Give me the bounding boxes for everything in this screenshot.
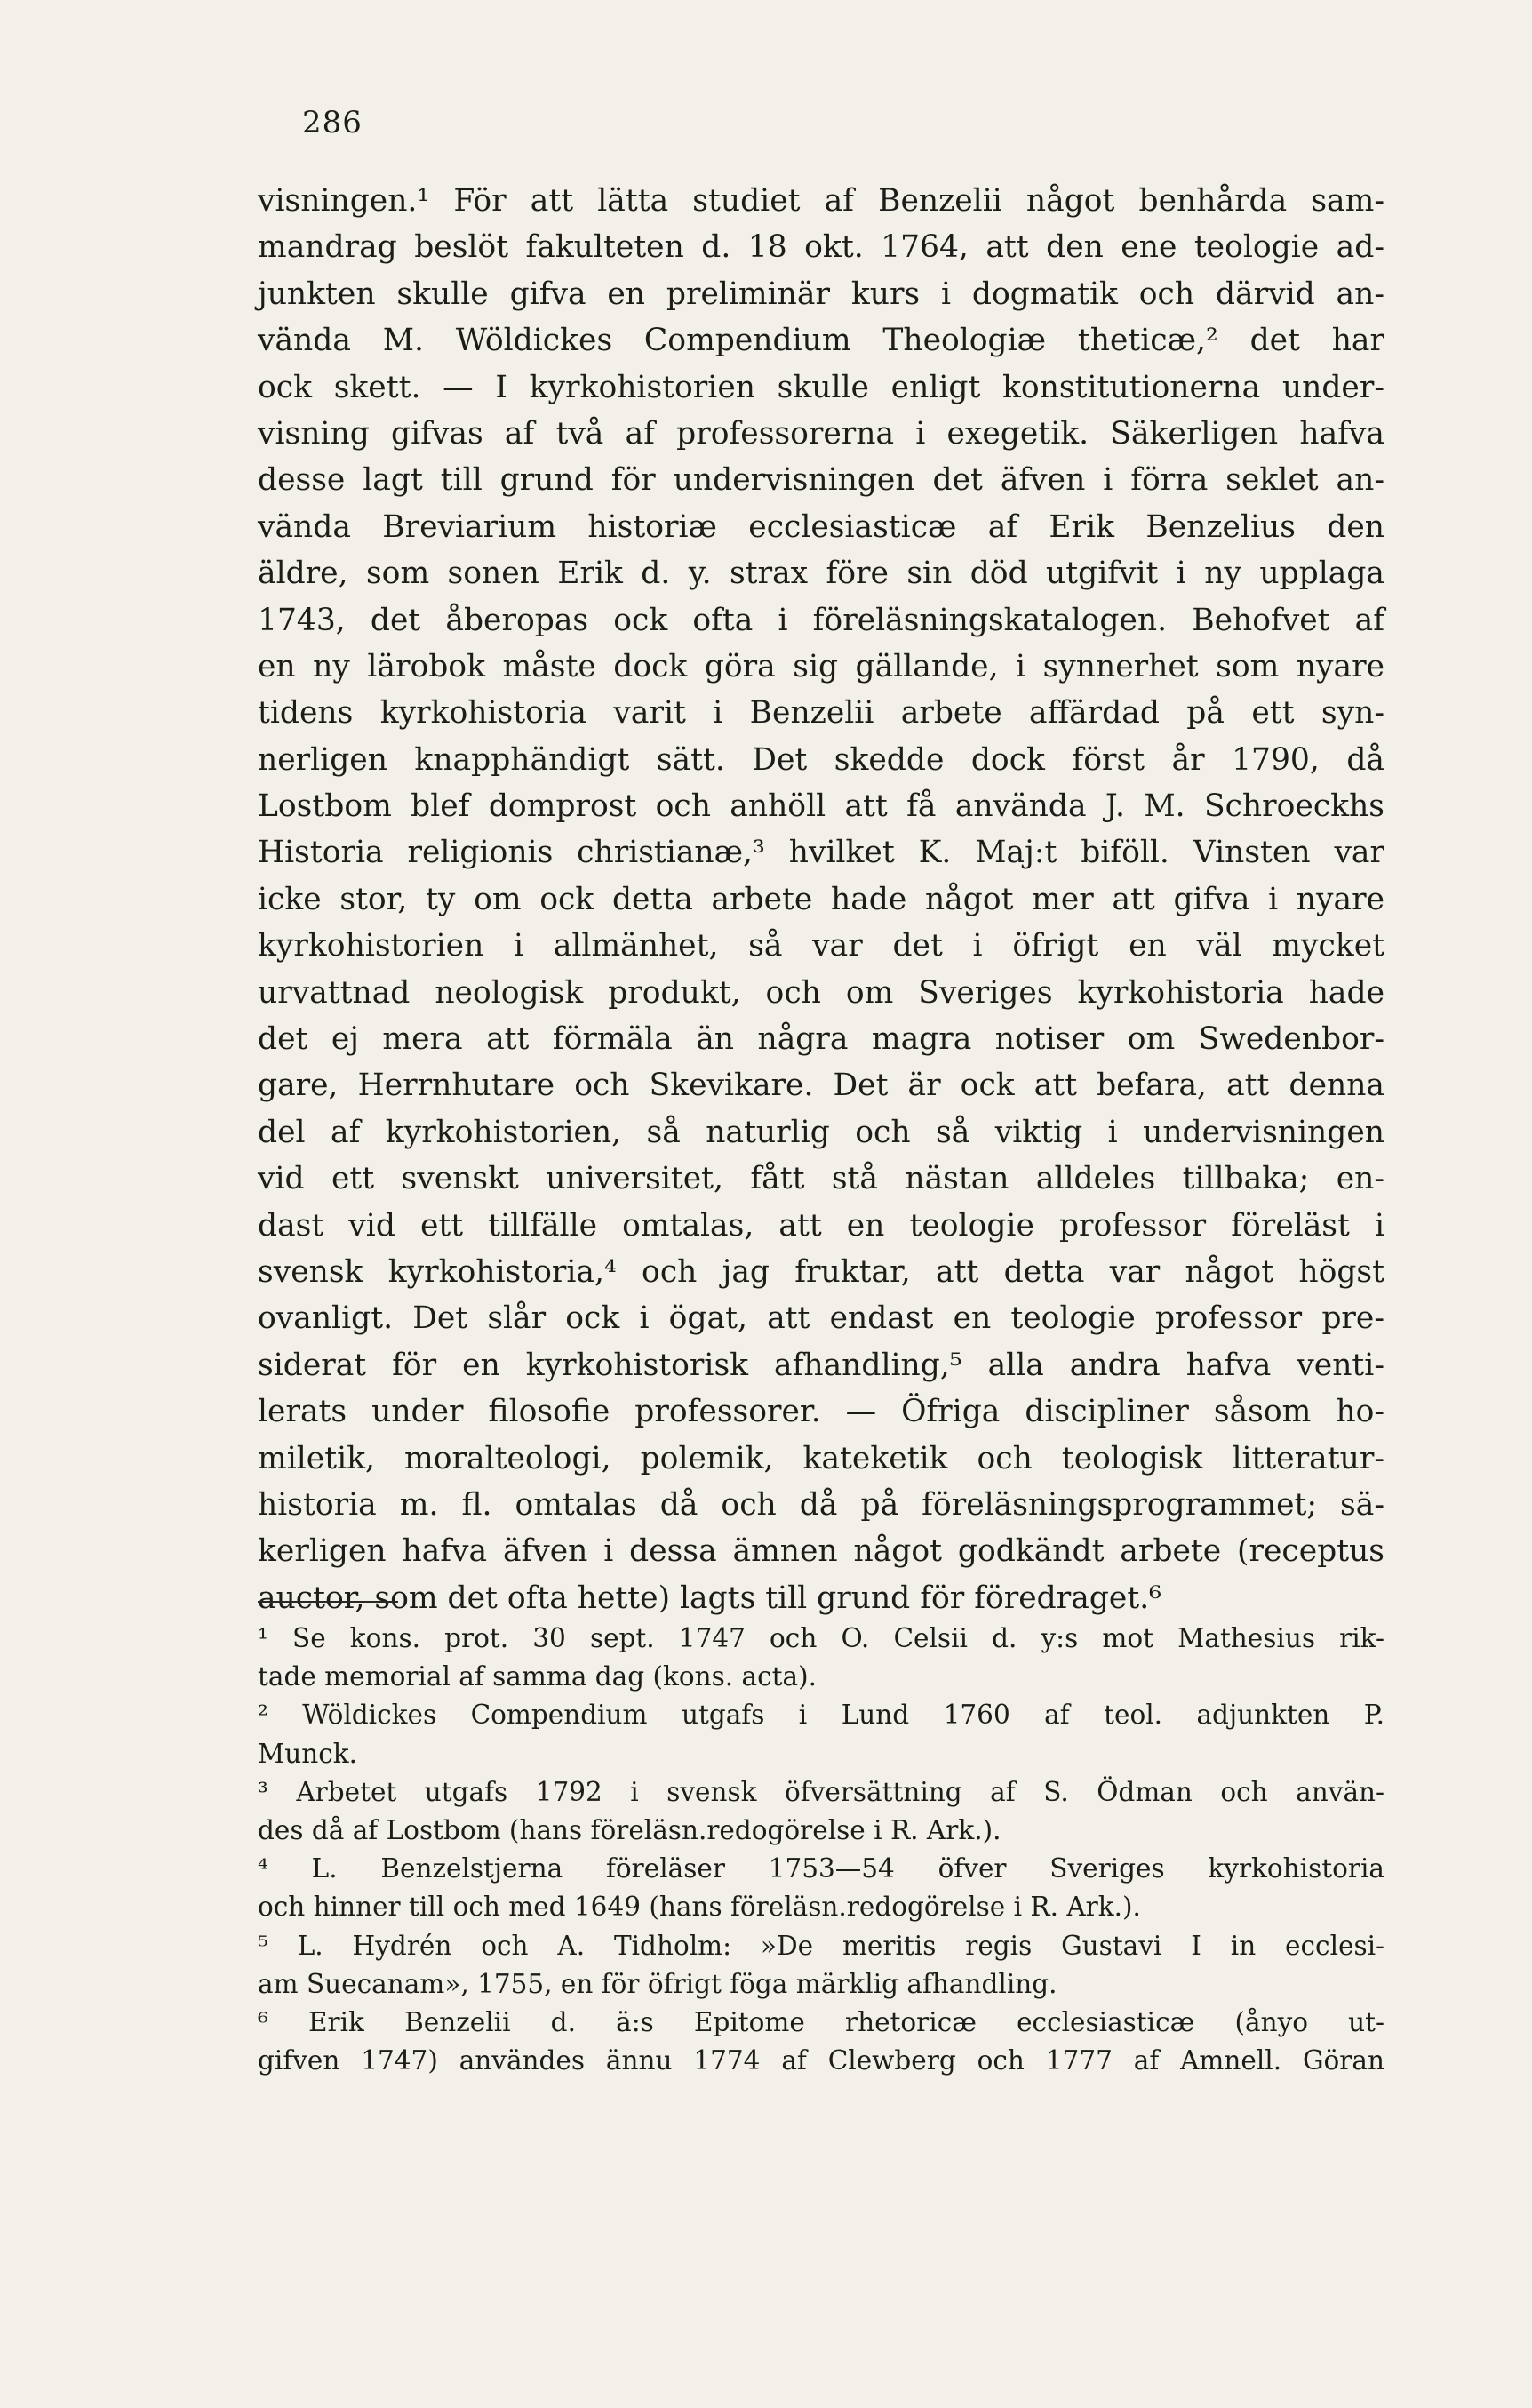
text-line: urvattnad neologisk produkt, och om Sveriges kyrkohistoria hade [258,974,1384,1011]
text-line: lerats under filosofie professorer. — Öfriga discipliner såsom ho- [258,1394,1384,1430]
footnote-line: Munck. [258,1738,357,1769]
footnote-line: ⁴ L. Benzelstjerna föreläser 1753—54 öfver Sveriges kyrkohistoria [258,1853,1384,1884]
text-line: det ej mera att förmäla än några magra notiser om Swedenbor- [258,1021,1384,1058]
text-line: kerligen hafva äfven i dessa ämnen något godkändt arbete (receptus [258,1533,1384,1570]
text-line: auctor, som det ofta hette) lagts till grund för föredraget.⁶ [258,1580,1161,1616]
text-line: ock skett. — I kyrkohistorien skulle enligt konstitutionerna under- [258,369,1384,405]
text-line: vid ett svenskt universitet, fått stå nästan alldeles tillbaka; en- [258,1161,1384,1197]
footnote-line: och hinner till och med 1649 (hans föreläsn.redogörelse i R. Ark.). [258,1892,1141,1923]
main-text [258,178,1384,1621]
footnote-line: ³ Arbetet utgafs 1792 i svensk öfversättning af S. Ödman och använ- [258,1776,1384,1807]
footnote-line: ² Wöldickes Compendium utgafs i Lund 1760 af teol. adjunkten P. [258,1700,1384,1731]
text-line: tidens kyrkohistoria varit i Benzelii arbete affärdad på ett syn- [258,695,1384,732]
text-line: Historia religionis christianæ,³ hvilket K. Maj:t biföll. Vinsten var [258,835,1384,871]
footnotes [258,1620,1384,2080]
text-line: gare, Herrnhutare och Skevikare. Det är ock att befara, att denna [258,1068,1384,1104]
text-line: äldre, som sonen Erik d. y. strax före sin död utgifvit i ny upplaga [258,556,1384,592]
text-line: visningen.¹ För att lätta studiet af Benzelii något benhårda sam- [258,183,1384,219]
text-line: mandrag beslöt fakulteten d. 18 okt. 1764, att den ene teologie ad- [258,229,1384,266]
footnote-line: gifven 1747) användes ännu 1774 af Clewberg och 1777 af Amnell. Göran [258,2045,1384,2076]
footnote-divider [258,1601,398,1603]
text-line: 1743, det åberopas ock ofta i föreläsningskatalogen. Behofvet af [258,602,1384,638]
text-line: en ny lärobok måste dock göra sig gällande, i synnerhet som nyare [258,648,1384,684]
text-line: historia m. fl. omtalas då och då på föreläsningsprogrammet; sä- [258,1486,1384,1523]
text-line: desse lagt till grund för undervisningen det äfven i förra seklet an- [258,462,1384,499]
footnote-line: ⁶ Erik Benzelii d. ä:s Epitome rhetoricæ ecclesiasticæ (ånyo ut- [258,2006,1384,2037]
text-line: Lostbom blef domprost och anhöll att få använda J. M. Schroeckhs [258,788,1384,825]
text-line: ovanligt. Det slår ock i ögat, att endast en teologie professor pre- [258,1300,1384,1337]
text-line: dast vid ett tillfälle omtalas, att en teologie professor föreläst i [258,1207,1384,1244]
footnote-line: des då af Lostbom (hans föreläsn.redogörelse i R. Ark.). [258,1814,1001,1845]
text-line: nerligen knapphändigt sätt. Det skedde dock först år 1790, då [258,741,1384,778]
text-line: kyrkohistorien i allmänhet, så var det i öfrigt en väl mycket [258,928,1384,964]
footnote-line: am Suecanam», 1755, en för öfrigt föga märklig afhandling. [258,1968,1057,1999]
footnote-line: ¹ Se kons. prot. 30 sept. 1747 och O. Celsii d. y:s mot Mathesius rik- [258,1623,1384,1653]
footnote-line: ⁵ L. Hydrén och A. Tidholm: »De meritis regis Gustavi I in ecclesi- [258,1930,1384,1961]
text-line: vända M. Wöldickes Compendium Theologiæ theticæ,² det har [258,323,1384,359]
text-line: vända Breviarium historiæ ecclesiasticæ af Erik Benzelius den [258,508,1384,545]
footnote-line: tade memorial af samma dag (kons. acta). [258,1661,817,1692]
text-line: svensk kyrkohistoria,⁴ och jag fruktar, att detta var något högst [258,1253,1384,1290]
text-line: miletik, moralteologi, polemik, kateketik och teologisk litteratur- [258,1440,1384,1476]
text-line: icke stor, ty om ock detta arbete hade något mer att gifva i nyare [258,881,1384,917]
text-line: siderat för en kyrkohistorisk afhandling,⁵ alla andra hafva venti- [258,1347,1384,1383]
page-number: 286 [302,105,363,140]
text-line: junkten skulle gifva en preliminär kurs i dogmatik och därvid an- [258,276,1384,312]
text-line: del af kyrkohistorien, så naturlig och så viktig i undervisningen [258,1114,1384,1150]
text-line: visning gifvas af två af professorerna i exegetik. Säkerligen hafva [258,415,1384,452]
